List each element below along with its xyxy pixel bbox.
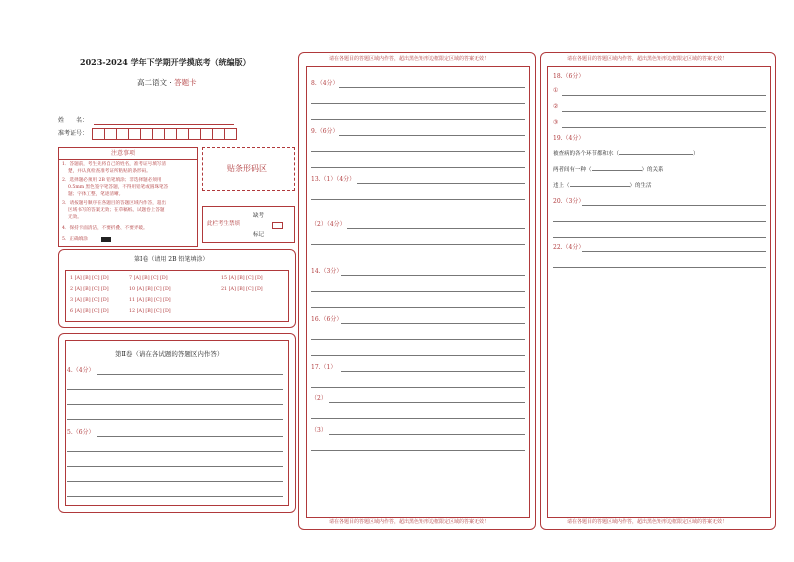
- answer-line[interactable]: [311, 387, 525, 388]
- question-13-part2-label: （2）（4分）: [311, 221, 346, 228]
- notice-title: 注意事项: [111, 150, 136, 157]
- answer-line[interactable]: [341, 371, 525, 372]
- exam-title: 2023-2024 学年下学期开学摸底考（统编版）: [80, 57, 251, 67]
- warning-top: 请在各题目的答题区域内作答，超出黑色矩形边框限定区域的答案无效！: [567, 56, 728, 62]
- choice-item[interactable]: 11 [A] [B] [C] [D]: [129, 298, 171, 303]
- question-14-label: 14.（3分）: [311, 268, 343, 275]
- exam-id-label: 准考证号：: [58, 130, 89, 137]
- question-20-label: 20.（3分）: [553, 198, 585, 205]
- notice-item: 区域书写的答案无效；在草稿纸、试题卷上答题: [62, 208, 165, 213]
- absent-mark-bottom: 标记: [253, 232, 265, 238]
- question-17-part3-label: （3）: [311, 427, 327, 434]
- answer-line[interactable]: [582, 205, 766, 206]
- answer-line[interactable]: [311, 151, 525, 152]
- warning-bottom: 请在各题目的答题区域内作答，超出黑色矩形边框限定区域的答案无效！: [329, 519, 490, 525]
- answer-line[interactable]: [311, 119, 525, 120]
- exam-id-cells[interactable]: [92, 128, 237, 140]
- subject-label: 高二语文 ·: [137, 78, 175, 87]
- question-18-label: 18.（6分）: [553, 73, 585, 80]
- section2-title: 第Ⅱ卷（请在各试题的答题区内作答）: [115, 350, 224, 358]
- question-19-label: 19.（4分）: [553, 135, 585, 142]
- question-17-label: 17.（1）: [311, 364, 337, 371]
- blank-2[interactable]: [592, 170, 642, 171]
- answer-line[interactable]: [329, 434, 525, 435]
- answer-line[interactable]: [329, 402, 525, 403]
- answer-line[interactable]: [562, 95, 766, 96]
- answer-line[interactable]: [97, 374, 283, 375]
- absent-checkbox[interactable]: [272, 222, 283, 229]
- answer-line[interactable]: [311, 291, 525, 292]
- section1-box: [58, 249, 296, 328]
- choice-item[interactable]: 6 [A] [B] [C] [D]: [70, 309, 109, 314]
- answer-line[interactable]: [562, 127, 766, 128]
- notice-item: 3．请按题号顺序在各题目的答题区域内作答，超出: [62, 201, 166, 206]
- choice-item[interactable]: 10 [A] [B] [C] [D]: [129, 287, 171, 292]
- choice-item[interactable]: 15 [A] [B] [C] [D]: [221, 276, 263, 281]
- choice-item[interactable]: 12 [A] [B] [C] [D]: [129, 309, 171, 314]
- notice-box: [58, 147, 198, 247]
- question-22-label: 22.（4分）: [553, 244, 585, 251]
- barcode-label: 贴条形码区: [227, 164, 267, 173]
- name-field[interactable]: [94, 124, 234, 125]
- answer-marker-1: ①: [553, 87, 559, 94]
- answer-line[interactable]: [311, 307, 525, 308]
- answer-line[interactable]: [67, 389, 283, 390]
- notice-item: 无效。: [62, 215, 82, 220]
- answer-line[interactable]: [341, 275, 525, 276]
- fill-sentence-3: [553, 184, 652, 190]
- absent-box: [202, 206, 295, 243]
- notice-item: 2．选择题必须用 2B 铅笔填涂；非选择题必须用: [62, 178, 162, 183]
- fill-sentence-3-start: 违上（: [553, 183, 570, 189]
- answer-line[interactable]: [67, 496, 283, 497]
- answer-line[interactable]: [562, 111, 766, 112]
- choice-item[interactable]: 1 [A] [B] [C] [D]: [70, 276, 109, 281]
- absent-mark-top: 缺考: [253, 213, 265, 219]
- question-5-label: 5.（6分）: [67, 429, 95, 436]
- fill-sentence-2-start: 两者间有一种（: [553, 167, 592, 173]
- answer-marker-2: ②: [553, 103, 559, 110]
- notice-item: 5．正确填涂: [62, 237, 88, 242]
- blank-1[interactable]: [619, 154, 693, 155]
- question-8-label: 8.（4分）: [311, 80, 339, 87]
- answer-line[interactable]: [67, 466, 283, 467]
- answer-line[interactable]: [67, 419, 283, 420]
- barcode-area: [202, 147, 295, 191]
- name-label: 姓 名：: [58, 117, 89, 124]
- answer-line[interactable]: [582, 251, 766, 252]
- section1-title: 第Ⅰ卷（请用 2B 铅笔填涂）: [134, 256, 209, 263]
- answer-line[interactable]: [553, 237, 766, 238]
- answer-line[interactable]: [339, 87, 525, 88]
- answer-line[interactable]: [311, 103, 525, 104]
- warning-bottom: 请在各题目的答题区域内作答，超出黑色矩形边框限定区域的答案无效！: [567, 519, 728, 525]
- answer-line[interactable]: [357, 183, 525, 184]
- notice-item: 楚，并认真检查准考证所粘贴的条形码。: [62, 169, 151, 174]
- answer-line[interactable]: [67, 451, 283, 452]
- fill-sentence-1-start: 被查病的各个环节都和水（: [553, 151, 620, 157]
- choice-item[interactable]: 21 [A] [B] [C] [D]: [221, 287, 263, 292]
- notice-item: 题；字体工整，笔迹清晰。: [62, 192, 124, 197]
- question-17-part2-label: （2）: [311, 395, 327, 402]
- choice-item[interactable]: 2 [A] [B] [C] [D]: [70, 287, 109, 292]
- fill-sentence-2-end: ）的关系: [641, 167, 664, 173]
- answer-marker-3: ③: [553, 119, 559, 126]
- exam-subtitle: [137, 79, 197, 87]
- middle-answer-panel: [298, 52, 536, 530]
- notice-item: 0.5mm 黑色签字笔答题，不得用铅笔或圆珠笔答: [62, 185, 169, 190]
- answer-line[interactable]: [311, 450, 525, 451]
- answer-line[interactable]: [339, 135, 525, 136]
- answer-line[interactable]: [311, 199, 525, 200]
- answer-line[interactable]: [553, 221, 766, 222]
- answer-line[interactable]: [311, 355, 525, 356]
- absent-label: 此栏考生禁填: [207, 221, 241, 227]
- question-16-label: 16.（6分）: [311, 316, 343, 323]
- answer-line[interactable]: [347, 228, 525, 229]
- answer-line[interactable]: [341, 323, 525, 324]
- answer-line[interactable]: [67, 481, 283, 482]
- filled-mark-sample: [101, 237, 111, 242]
- fill-sentence-1-end: ）: [693, 151, 699, 157]
- question-4-label: 4.（4分）: [67, 367, 95, 374]
- right-answer-panel: [540, 52, 776, 530]
- question-9-label: 9.（6分）: [311, 128, 339, 135]
- question-13-label: 13.（1）（4分）: [311, 176, 356, 183]
- answer-card-label: 答题卡: [174, 78, 197, 87]
- answer-line[interactable]: [311, 339, 525, 340]
- warning-top: 请在各题目的答题区域内作答，超出黑色矩形边框限定区域的答案无效！: [329, 56, 490, 62]
- answer-line[interactable]: [311, 167, 525, 168]
- answer-line[interactable]: [311, 244, 525, 245]
- fill-sentence-3-end: ）的生活: [629, 183, 652, 189]
- answer-line[interactable]: [67, 404, 283, 405]
- answer-line[interactable]: [311, 418, 525, 419]
- answer-line[interactable]: [553, 267, 766, 268]
- choice-item[interactable]: 3 [A] [B] [C] [D]: [70, 298, 109, 303]
- fill-sentence-1: [553, 152, 699, 158]
- notice-item: 4．保持卡面清洁，不要折叠、不要弄破。: [62, 226, 148, 231]
- blank-3[interactable]: [570, 186, 630, 187]
- section2-box: [58, 333, 296, 513]
- choice-item[interactable]: 7 [A] [B] [C] [D]: [129, 276, 168, 281]
- fill-sentence-2: [553, 168, 664, 174]
- notice-item: 1．答题前，考生先将自己的姓名，准考证号填写清: [62, 162, 166, 167]
- answer-line[interactable]: [97, 436, 283, 437]
